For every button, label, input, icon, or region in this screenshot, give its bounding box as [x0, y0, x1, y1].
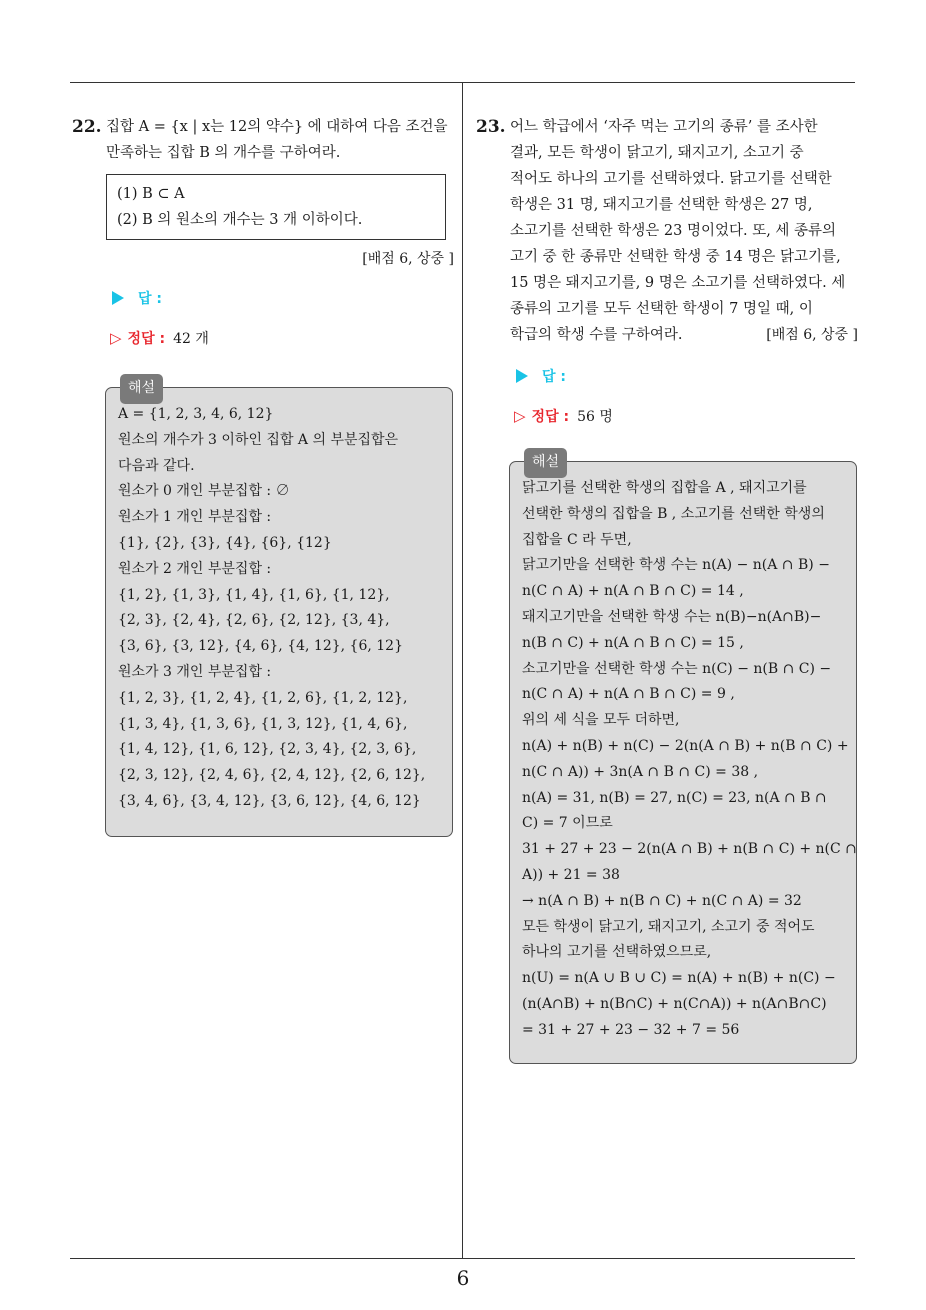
- solution-line: {1, 2}, {1, 3}, {1, 4}, {1, 6}, {1, 12},: [118, 586, 390, 603]
- solution-line: A = {1, 2, 3, 4, 6, 12}: [118, 406, 274, 422]
- question-line: 결과, 모든 학생이 닭고기, 돼지고기, 소고기 중: [510, 145, 804, 161]
- solution-line: 돼지고기만을 선택한 학생 수는 n(B)−n(A∩B)−: [522, 608, 822, 625]
- page-number: 6: [456, 1266, 470, 1290]
- solution-line: = 31 + 27 + 23 − 32 + 7 = 56: [522, 1021, 740, 1038]
- correct-answer-row: [110, 328, 454, 348]
- score-label: [배점 6, 상중 ]: [362, 251, 454, 267]
- solution-line: {3, 4, 6}, {3, 4, 12}, {3, 6, 12}, {4, 6, 12}: [118, 792, 421, 809]
- solution-line: 원소가 0 개인 부분집합 : ∅: [118, 483, 290, 500]
- solution-line: 집합을 C 라 두면,: [522, 531, 632, 548]
- solution-line: 원소가 1 개인 부분집합 :: [118, 509, 272, 526]
- question-line: 15 명은 돼지고기를, 9 명은 소고기를 선택하였다. 세: [510, 275, 846, 291]
- question-header: [476, 114, 858, 348]
- solution-line: 선택한 학생의 집합을 B , 소고기를 선택한 학생의: [522, 505, 825, 522]
- solution-line: n(C ∩ A) + n(A ∩ B ∩ C) = 9 ,: [522, 686, 735, 703]
- solution-line: n(U) = n(A ∪ B ∪ C) = n(A) + n(B) + n(C) −: [522, 970, 836, 987]
- solution-line: 모든 학생이 닭고기, 돼지고기, 소고기 중 적어도: [522, 918, 815, 935]
- solution-line: n(A) = 31, n(B) = 27, n(C) = 23, n(A ∩ B ∩: [522, 789, 827, 806]
- bottom-rule: [70, 1258, 855, 1259]
- play-triangle-icon: [516, 369, 528, 383]
- solution-line: n(C ∩ A) + n(A ∩ B ∩ C) = 14 ,: [522, 583, 744, 600]
- question-line: 만족하는 집합 B 의 개수를 구하여라.: [106, 145, 341, 161]
- question-line: 학급의 학생 수를 구하여라.: [510, 327, 683, 343]
- question-text: [510, 114, 858, 348]
- solution-line: C) = 7 이므로: [522, 815, 613, 832]
- solution-line: 닭고기를 선택한 학생의 집합을 A , 돼지고기를: [522, 480, 807, 496]
- question-line: 어느 학급에서 ‘자주 먹는 고기의 종류’ 를 조사한: [510, 119, 818, 135]
- question-number: 23.: [476, 117, 506, 137]
- solution-line: 닭고기만을 선택한 학생 수는 n(A) − n(A ∩ B) −: [522, 557, 830, 574]
- solution-line: 원소의 개수가 3 이하인 집합 A 의 부분집합은: [118, 431, 399, 448]
- solution-line: 다음과 같다.: [118, 457, 195, 474]
- question-line: 종류의 고기를 모두 선택한 학생이 7 명일 때, 이: [510, 301, 813, 317]
- correct-answer-value: 56 명: [577, 409, 613, 425]
- correct-answer-label: 정답 :: [531, 409, 570, 425]
- answer-label: 답 :: [542, 369, 566, 385]
- solution-line: 하나의 고기를 선택하였으므로,: [522, 944, 712, 961]
- answer-label: 답 :: [138, 291, 162, 307]
- solution-line: {1, 3, 4}, {1, 3, 6}, {1, 3, 12}, {1, 4, 6},: [118, 715, 408, 732]
- solution-box-23: [509, 454, 857, 1064]
- condition-1: (1) B ⊂ A: [117, 186, 185, 202]
- correct-answer-label: 정답 :: [127, 331, 166, 347]
- answer-row: [112, 288, 454, 308]
- solution-line: 31 + 27 + 23 − 2(n(A ∩ B) + n(B ∩ C) + n(C ∩: [522, 841, 857, 858]
- question-last-line: [510, 322, 858, 348]
- solution-tag: 해설: [524, 448, 567, 478]
- solution-line: {3, 6}, {3, 12}, {4, 6}, {4, 12}, {6, 12}: [118, 638, 403, 655]
- solution-line: {2, 3, 12}, {2, 4, 6}, {2, 4, 12}, {2, 6, 12},: [118, 767, 426, 784]
- question-23: [476, 114, 858, 426]
- solution-line: {1, 4, 12}, {1, 6, 12}, {2, 3, 4}, {2, 3, 6},: [118, 741, 417, 758]
- solution-line: 원소가 3 개인 부분집합 :: [118, 663, 272, 680]
- solution-line: {2, 3}, {2, 4}, {2, 6}, {2, 12}, {3, 4},: [118, 612, 390, 629]
- solution-tag: 해설: [120, 374, 163, 404]
- condition-2: (2) B 의 원소의 개수는 3 개 이하이다.: [117, 212, 363, 228]
- solution-line: → n(A ∩ B) + n(B ∩ C) + n(C ∩ A) = 32: [522, 892, 802, 909]
- question-line: 집합 A = {x | x는 12의 약수} 에 대하여 다음 조건을: [106, 119, 448, 135]
- conditions-box: [106, 174, 446, 240]
- question-line: 소고기를 선택한 학생은 23 명이었다. 또, 세 종류의: [510, 223, 837, 239]
- solution-line: 위의 세 식을 모두 더하면,: [522, 712, 680, 729]
- question-line: 학생은 31 명, 돼지고기를 선택한 학생은 27 명,: [510, 197, 813, 213]
- question-line: 적어도 하나의 고기를 선택하였다. 닭고기를 선택한: [510, 171, 832, 187]
- correct-answer-row: [514, 406, 858, 426]
- solution-line: 원소가 2 개인 부분집합 :: [118, 560, 272, 577]
- play-triangle-icon: [112, 291, 124, 305]
- solution-box-22: [105, 380, 453, 837]
- solution-line: n(A) + n(B) + n(C) − 2(n(A ∩ B) + n(B ∩ C) +: [522, 737, 849, 754]
- solution-line: n(B ∩ C) + n(A ∩ B ∩ C) = 15 ,: [522, 634, 744, 651]
- question-22: [72, 114, 454, 348]
- outline-triangle-icon: ▷: [514, 407, 526, 425]
- solution-line: A)) + 21 = 38: [522, 866, 620, 883]
- solution-line: (n(A∩B) + n(B∩C) + n(C∩A)) + n(A∩B∩C): [522, 995, 827, 1012]
- question-text: [106, 114, 448, 166]
- question-header: [72, 114, 454, 166]
- score-label: [배점 6, 상중 ]: [766, 327, 858, 343]
- correct-answer-value: 42 개: [173, 331, 209, 347]
- solution-line: {1, 2, 3}, {1, 2, 4}, {1, 2, 6}, {1, 2, 12},: [118, 689, 408, 706]
- question-number: 22.: [72, 117, 102, 137]
- outline-triangle-icon: ▷: [110, 329, 122, 347]
- question-line: 고기 중 한 종류만 선택한 학생 중 14 명은 닭고기를,: [510, 249, 841, 265]
- solution-line: {1}, {2}, {3}, {4}, {6}, {12}: [118, 534, 332, 551]
- solution-line: 소고기만을 선택한 학생 수는 n(C) − n(B ∩ C) −: [522, 660, 832, 677]
- solution-line: n(C ∩ A)) + 3n(A ∩ B ∩ C) = 38 ,: [522, 763, 759, 780]
- answer-row: [516, 366, 858, 386]
- column-divider: [462, 82, 463, 1258]
